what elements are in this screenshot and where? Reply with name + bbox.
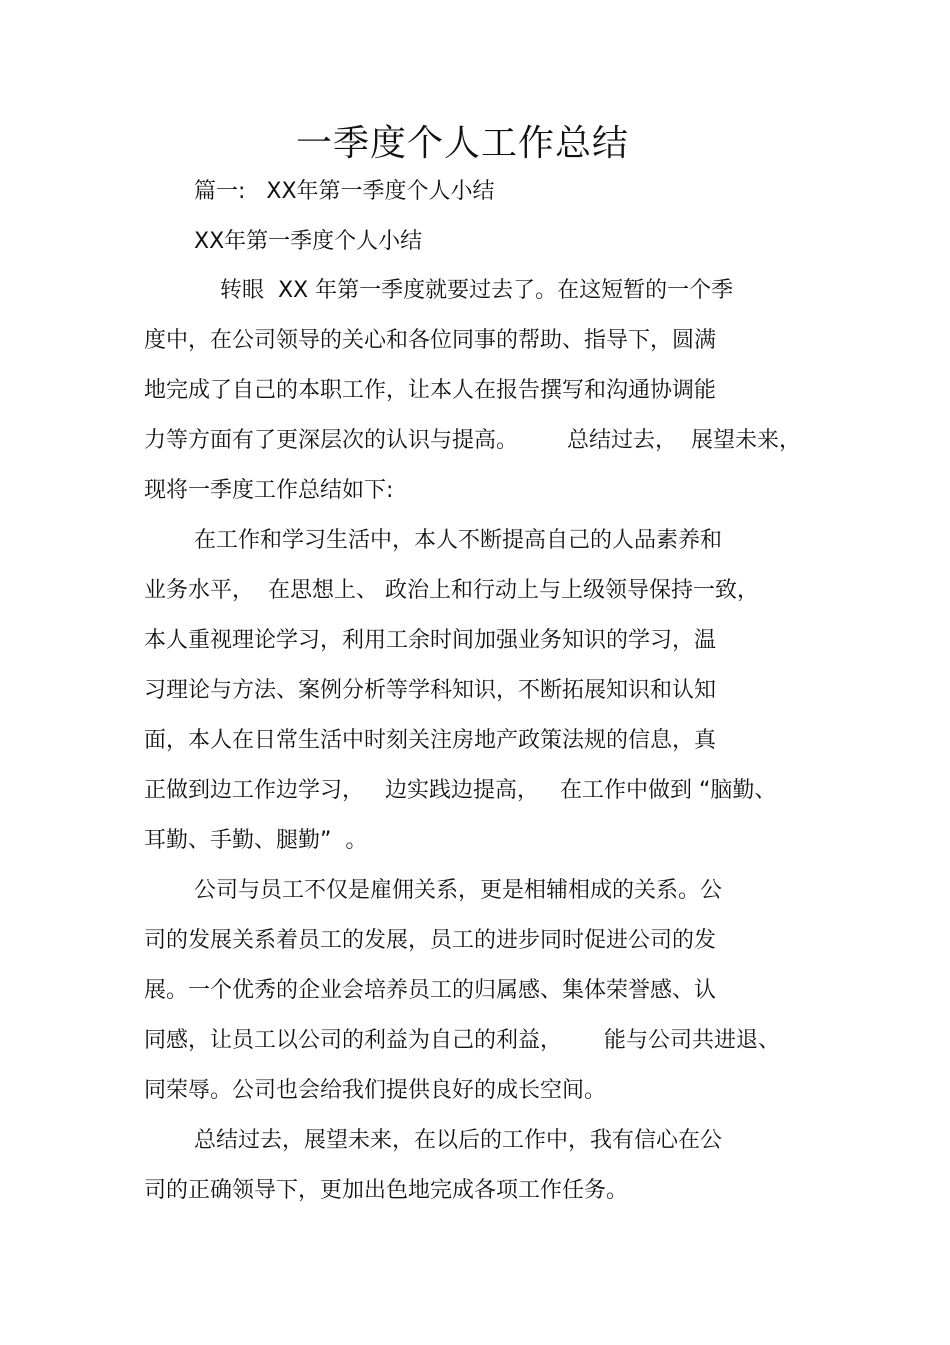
paragraph-line: 司的发展关系着员工的发展，员工的进步同时促进公司的发 (144, 928, 717, 953)
paragraph-line: 力等方面有了更深层次的认识与提高。 总结过去， 展望未来， (144, 428, 801, 453)
section-heading: 篇一: XX年第一季度个人小结 (194, 179, 495, 204)
paragraph-line: 公司与员工不仅是雇佣关系，更是相辅相成的关系。公 (194, 878, 723, 903)
paragraph-line: 同荣辱。公司也会给我们提供良好的成长空间。 (144, 1078, 607, 1103)
paragraph-line: 度中，在公司领导的关心和各位同事的帮助、指导下，圆满 (144, 328, 717, 353)
document-title: 一季度个人工作总结 (295, 123, 629, 164)
subsection-heading: XX年第一季度个人小结 (194, 229, 423, 254)
paragraph-line: 在工作和学习生活中，本人不断提高自己的人品素养和 (194, 528, 723, 553)
paragraph-line: 同感，让员工以公司的利益为自己的利益， 能与公司共进退、 (144, 1028, 780, 1053)
paragraph-line: 现将一季度工作总结如下: (144, 478, 394, 503)
paragraph-line: 耳勤、手勤、腿勤” 。 (144, 828, 368, 853)
paragraph-line: 业务水平， 在思想上、 政治上和行动上与上级领导保持一致， (144, 578, 759, 603)
paragraph-line: 展。一个优秀的企业会培养员工的归属感、集体荣誉感、认 (144, 978, 717, 1003)
paragraph-line: 面，本人在日常生活中时刻关注房地产政策法规的信息，真 (144, 728, 717, 753)
paragraph-line: 习理论与方法、案例分析等学科知识，不断拓展知识和认知 (144, 678, 717, 703)
paragraph-line: 总结过去，展望未来，在以后的工作中，我有信心在公 (194, 1128, 723, 1153)
paragraph-line: 本人重视理论学习，利用工余时间加强业务知识的学习，温 (144, 628, 717, 653)
paragraph-line: 司的正确领导下，更加出色地完成各项工作任务。 (144, 1178, 629, 1203)
paragraph-line: 转眼 XX 年第一季度就要过去了。在这短暂的一个季 (220, 278, 734, 303)
paragraph-line: 正做到边工作边学习， 边实践边提高， 在工作中做到 “脑勤、 (144, 778, 777, 803)
paragraph-line: 地完成了自己的本职工作，让本人在报告撰写和沟通协调能 (144, 378, 717, 403)
